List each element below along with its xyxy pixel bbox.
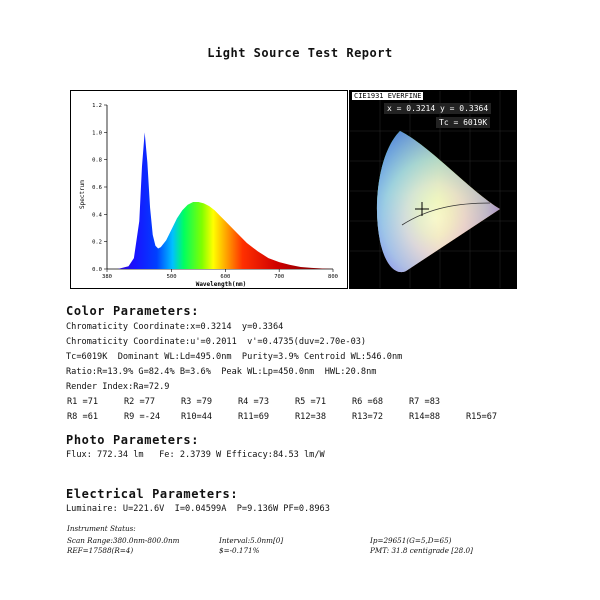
spectrum-curve [107, 132, 333, 269]
color-line: Chromaticity Coordinate:x=0.3214 y=0.3364 [66, 322, 284, 332]
y-tick-label: 0.2 [92, 239, 102, 246]
y-tick-label: 0.8 [92, 157, 102, 164]
scan-range: Scan Range:380.0nm-800.0nm [67, 536, 180, 545]
render-index-value: R7 =83 [409, 397, 441, 407]
render-index-value: R13=72 [352, 412, 384, 422]
x-tick-label: 600 [220, 274, 231, 280]
cie-title: CIE1931 EVERFINE [354, 92, 422, 100]
render-index-value: R6 =68 [352, 397, 384, 407]
x-tick-label: 700 [274, 274, 285, 280]
render-index-value: R5 =71 [295, 397, 327, 407]
spectrum-chart-panel [70, 90, 348, 289]
cie-diagram [350, 91, 516, 288]
y-axis-label: Spectrum [79, 180, 86, 209]
color-line: Ratio:R=13.9% G=82.4% B=3.6% Peak WL:Lp=450.0nm HWL:20.8nm [66, 367, 377, 377]
color-line: Tc=6019K Dominant WL:Ld=495.0nm Purity=3.9% Centroid WL:546.0nm [66, 352, 403, 362]
color-line: Render Index:Ra=72.9 [66, 382, 170, 392]
ref-value: REF=17588(R=4) [67, 546, 134, 555]
color-parameters-heading: Color Parameters: [66, 304, 200, 318]
cie-diagram-panel [349, 90, 517, 289]
photo-line: Flux: 772.34 lm Fe: 2.3739 W Efficacy:84.53 lm/W [66, 450, 325, 460]
render-index-value: R3 =79 [181, 397, 213, 407]
x-tick-label: 500 [166, 274, 177, 280]
electrical-line: Luminaire: U=221.6V I=0.04599A P=9.136W PF=0.8963 [66, 504, 330, 514]
instrument-status-heading: Instrument Status: [67, 524, 136, 533]
render-index-value: R8 =61 [67, 412, 99, 422]
render-index-value: R15=67 [466, 412, 498, 422]
render-index-value: R12=38 [295, 412, 327, 422]
render-index-value: R11=69 [238, 412, 270, 422]
y-tick-label: 1.0 [92, 130, 102, 137]
electrical-parameters-heading: Electrical Parameters: [66, 487, 239, 501]
y-tick-label: 0.0 [92, 267, 102, 273]
cie-tc-readout: Tc = 6019K [436, 117, 490, 128]
photo-parameters-heading: Photo Parameters: [66, 433, 200, 447]
dollar-value: $=-0.171% [219, 546, 260, 555]
ip-value: Ip=29651(G=5,D=65) [370, 536, 452, 545]
render-index-value: R14=88 [409, 412, 441, 422]
report-title: Light Source Test Report [207, 46, 393, 60]
cie-xy-readout: x = 0.3214 y = 0.3364 [384, 103, 491, 114]
render-index-value: R4 =73 [238, 397, 270, 407]
render-index-value: R10=44 [181, 412, 213, 422]
render-index-value: R9 =-24 [124, 412, 161, 422]
render-index-value: R1 =71 [67, 397, 99, 407]
y-tick-label: 0.6 [92, 185, 102, 191]
y-tick-label: 1.2 [92, 103, 102, 109]
interval: Interval:5.0nm[0] [219, 536, 284, 545]
y-tick-label: 0.4 [92, 212, 102, 219]
pmt-value: PMT: 31.8 centigrade [28.0] [370, 546, 473, 555]
x-tick-label: 800 [328, 274, 338, 280]
render-index-value: R2 =77 [124, 397, 156, 407]
x-tick-label: 380 [102, 274, 112, 280]
spectrum-chart [71, 91, 347, 288]
color-line: Chromaticity Coordinate:u'=0.2011 v'=0.4735(duv=2.70e-03) [66, 337, 367, 347]
x-axis-label: Wavelength(nm) [195, 281, 247, 288]
